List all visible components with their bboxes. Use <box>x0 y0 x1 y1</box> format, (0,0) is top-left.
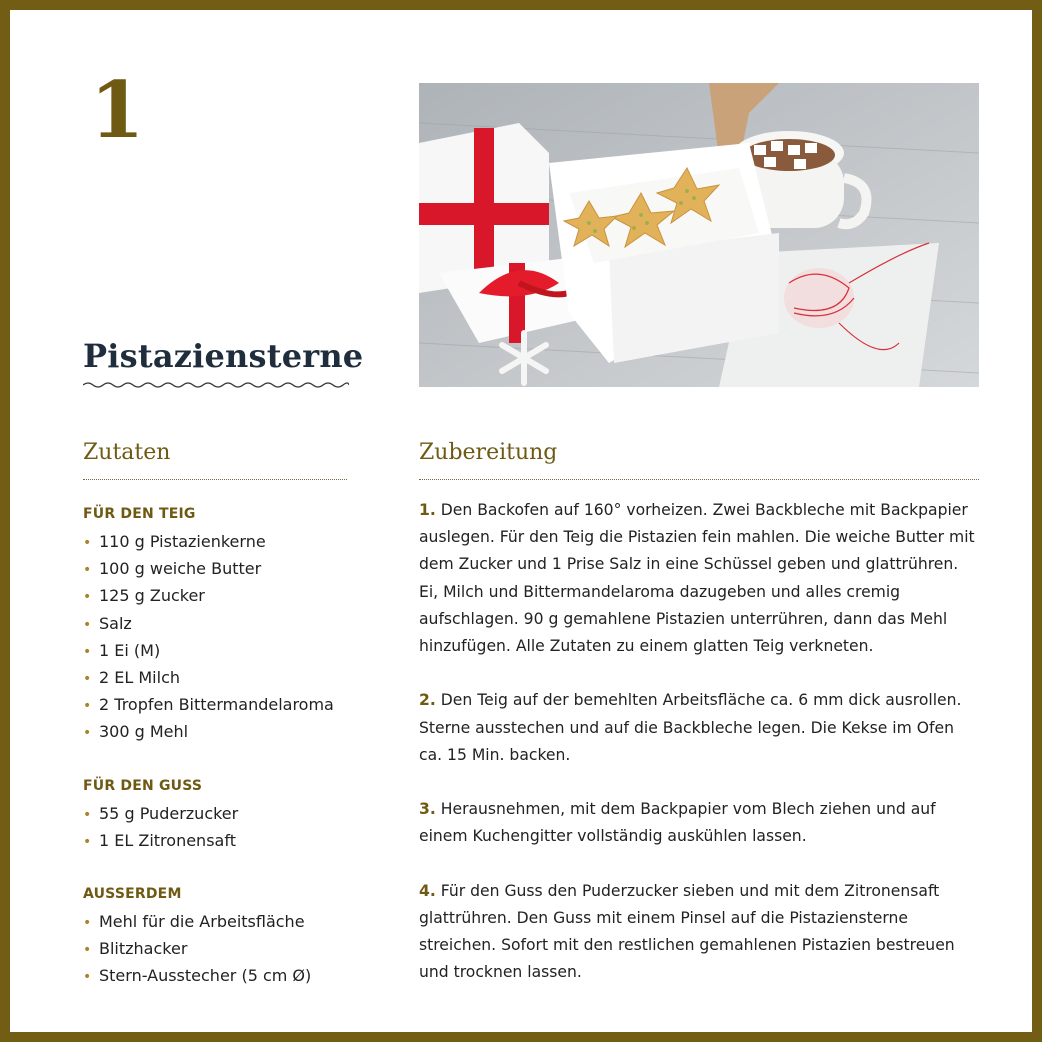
ingredients-heading: Zutaten <box>83 440 171 465</box>
recipe-title: Pistaziensterne <box>83 337 364 375</box>
ingredient-item: • 2 Tropfen Bittermandelaroma <box>83 691 373 718</box>
ingredient-item: • 2 EL Milch <box>83 664 373 691</box>
preparation-heading: Zubereitung <box>419 440 558 465</box>
ingredient-group-extras <box>83 881 373 990</box>
ingredient-item: • 110 g Pistazienkerne <box>83 528 373 555</box>
bullet-icon: • <box>83 535 92 551</box>
bullet-icon: • <box>83 725 92 742</box>
bullet-icon: • <box>83 562 92 579</box>
ingredient-group-title: FÜR DEN GUSS <box>83 777 203 794</box>
ingredient-item: • 1 EL Zitronensaft <box>83 827 373 854</box>
ingredient-group-title: AUSSERDEM <box>83 885 182 902</box>
bullet-icon: • <box>83 643 92 660</box>
recipe-photo <box>419 83 979 387</box>
bullet-icon: • <box>83 616 92 633</box>
bullet-icon: • <box>83 942 92 959</box>
step-1: 1. Den Backofen auf 160° vorheizen. Zwei Backbleche mit Backpapier auslegen. Für den Teig die Pistazien fein mahlen. Die weiche Butter mit dem Zucker und 1 Prise Salz in eine Schüssel geben und glattrühren. Ei, Milch und Bittermandelaroma dazugeben und alles cremig aufschlagen. 90 g gemahlene Pistazien unterrühren, dann das Mehl hinzufügen. Alle Zutaten zu einem glatten Teig verkneten. <box>419 501 975 656</box>
ingredient-item: • 300 g Mehl <box>83 718 373 745</box>
preparation-steps <box>419 497 981 1014</box>
cookies-gift-box-illustration <box>419 83 979 387</box>
bullet-icon: • <box>83 833 92 850</box>
ingredient-item: • 55 g Puderzucker <box>83 800 373 827</box>
ingredient-item: • Stern-Ausstecher (5 cm Ø) <box>83 962 373 989</box>
bullet-icon: • <box>83 914 92 931</box>
ingredient-item: • 125 g Zucker <box>83 582 373 609</box>
recipe-number: 1 <box>90 65 145 156</box>
step-4: 4. Für den Guss den Puderzucker sieben und mit dem Zitronensaft glattrühren. Den Guss mit einem Pinsel auf die Pistaziensterne streichen. Sofort mit den restlichen gemahlenen Pistazien bestreuen und trocknen lassen. <box>419 881 955 982</box>
ingredient-group-glaze <box>83 773 373 854</box>
title-wavy-underline <box>83 380 349 390</box>
preparation-divider <box>419 479 979 480</box>
ingredient-item: • Salz <box>83 610 373 637</box>
bullet-icon: • <box>83 670 92 687</box>
step-2: 2. Den Teig auf der bemehlten Arbeitsfläche ca. 6 mm dick ausrollen. Sterne ausstechen und auf die Backbleche legen. Die Kekse im Ofen ca. 15 Min. backen. <box>419 691 962 764</box>
ingredient-item: • 1 Ei (M) <box>83 637 373 664</box>
ingredient-item: • 100 g weiche Butter <box>83 555 373 582</box>
ingredient-group-dough <box>83 501 373 746</box>
ingredients-divider <box>83 479 347 480</box>
ingredients-list <box>83 501 373 989</box>
ingredient-group-title: FÜR DEN TEIG <box>83 506 196 522</box>
ingredient-item: • Blitzhacker <box>83 935 373 962</box>
step-3: 3. Herausnehmen, mit dem Backpapier vom Blech ziehen und auf einem Kuchengitter vollständig auskühlen lassen. <box>419 800 936 846</box>
bullet-icon: • <box>83 806 92 823</box>
ingredient-item: • Mehl für die Arbeitsfläche <box>83 908 373 935</box>
bullet-icon: • <box>83 589 92 606</box>
bullet-icon: • <box>83 969 92 986</box>
bullet-icon: • <box>83 698 92 715</box>
